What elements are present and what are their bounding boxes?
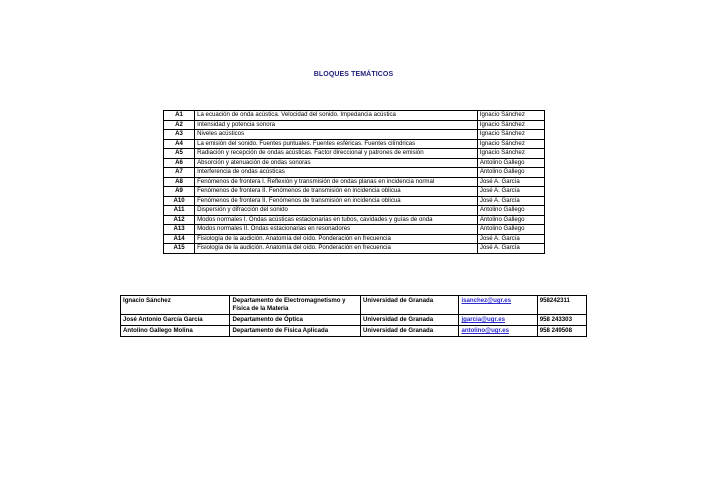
- contact-row: [121, 296, 587, 315]
- topics-table: [163, 110, 545, 254]
- topic-author: José A. García: [477, 177, 544, 187]
- contact-phone: 958242311: [537, 296, 586, 315]
- contacts-table-body: [121, 296, 587, 337]
- topic-code: A11: [164, 206, 195, 216]
- topic-row: [164, 187, 545, 197]
- topic-row: [164, 120, 545, 130]
- topic-description: Modos normales II. Ondas estacionarias en resonadores: [195, 225, 478, 235]
- topic-author: Ignacio Sánchez: [477, 130, 544, 140]
- contact-email-link[interactable]: isanchez@ugr.es: [459, 296, 537, 315]
- topic-code: A8: [164, 177, 195, 187]
- contact-university: Universidad de Granada: [361, 315, 459, 326]
- topic-code: A6: [164, 158, 195, 168]
- topic-code: A3: [164, 130, 195, 140]
- topic-row: [164, 158, 545, 168]
- topic-code: A14: [164, 234, 195, 244]
- topic-code: A5: [164, 149, 195, 159]
- topic-description: Fisiología de la audición. Anatomía del oído. Ponderación en frecuencia: [195, 234, 478, 244]
- topic-code: A1: [164, 111, 195, 121]
- topic-code: A15: [164, 244, 195, 254]
- topic-description: Interferencia de ondas acústicas: [195, 168, 478, 178]
- topic-code: A12: [164, 215, 195, 225]
- topic-author: Antolino Gallego: [477, 225, 544, 235]
- topic-author: Ignacio Sánchez: [477, 149, 544, 159]
- contact-university: Universidad de Granada: [361, 296, 459, 315]
- topic-description: Fenómenos de frontera I. Reflexión y transmisión de ondas planas en incidencia normal: [195, 177, 478, 187]
- topic-description: Intensidad y potencia sonora: [195, 120, 478, 130]
- topic-description: La ecuación de onda acústica. Velocidad del sonido. Impedancia acústica: [195, 111, 478, 121]
- topic-author: Antolino Gallego: [477, 206, 544, 216]
- topic-author: Antolino Gallego: [477, 158, 544, 168]
- contact-phone: 958 243303: [537, 315, 586, 326]
- contacts-table: [120, 295, 587, 337]
- topic-row: [164, 196, 545, 206]
- contact-email-link[interactable]: antolino@ugr.es: [459, 326, 537, 337]
- topic-row: [164, 225, 545, 235]
- topics-table-body: [164, 111, 545, 254]
- contact-name: José Antonio García García: [121, 315, 230, 326]
- contact-row: [121, 326, 587, 337]
- contact-name: Ignacio Sánchez: [121, 296, 230, 315]
- topic-code: A4: [164, 139, 195, 149]
- topic-description: Fenómenos de frontera II. Fenómenos de transmisión en incidencia oblicua: [195, 196, 478, 206]
- topic-description: Fenómenos de frontera II. Fenómenos de transmisión en incidencia oblicua: [195, 187, 478, 197]
- topic-description: Radiación y recepción de ondas acústicas. Factor direccional y patrones de emisión: [195, 149, 478, 159]
- page-title: BLOQUES TEMÁTICOS: [313, 71, 394, 78]
- topic-row: [164, 244, 545, 254]
- topic-author: José A. García: [477, 244, 544, 254]
- topic-row: [164, 139, 545, 149]
- topic-code: A2: [164, 120, 195, 130]
- contact-department: Departamento de Electromagnetismo y Física de la Materia: [230, 296, 361, 315]
- topic-code: A7: [164, 168, 195, 178]
- topic-description: Fisiología de la audición. Anatomía del oído. Ponderación en frecuencia: [195, 244, 478, 254]
- topic-code: A9: [164, 187, 195, 197]
- contact-department: Departamento de Física Aplicada: [230, 326, 361, 337]
- contact-department: Departamento de Óptica: [230, 315, 361, 326]
- topic-row: [164, 206, 545, 216]
- topic-author: Ignacio Sánchez: [477, 120, 544, 130]
- topic-author: Antolino Gallego: [477, 168, 544, 178]
- topic-description: Modos normales I. Ondas acústicas estacionarias en tubos, cavidades y guías de onda: [195, 215, 478, 225]
- topic-author: Ignacio Sánchez: [477, 111, 544, 121]
- topic-author: José A. García: [477, 187, 544, 197]
- contact-phone: 958 249508: [537, 326, 586, 337]
- topic-row: [164, 149, 545, 159]
- topic-author: José A. García: [477, 234, 544, 244]
- topic-description: La emisión del sonido. Fuentes puntuales. Fuentes esféricas. Fuentes cilíndricas: [195, 139, 478, 149]
- topic-row: [164, 130, 545, 140]
- topic-row: [164, 215, 545, 225]
- topic-row: [164, 111, 545, 121]
- contact-university: Universidad de Granada: [361, 326, 459, 337]
- topic-author: Antolino Gallego: [477, 215, 544, 225]
- topic-code: A13: [164, 225, 195, 235]
- topic-row: [164, 168, 545, 178]
- topic-author: José A. García: [477, 196, 544, 206]
- contact-name: Antolino Gallego Molina: [121, 326, 230, 337]
- topic-description: Niveles acústicos: [195, 130, 478, 140]
- contact-email-link[interactable]: jgarcia@ugr.es: [459, 315, 537, 326]
- contact-row: [121, 315, 587, 326]
- topic-row: [164, 177, 545, 187]
- topic-row: [164, 234, 545, 244]
- topic-description: Dispersión y difracción del sonido: [195, 206, 478, 216]
- topic-code: A10: [164, 196, 195, 206]
- topic-author: Ignacio Sánchez: [477, 139, 544, 149]
- topic-description: Absorción y atenuación de ondas sonoras: [195, 158, 478, 168]
